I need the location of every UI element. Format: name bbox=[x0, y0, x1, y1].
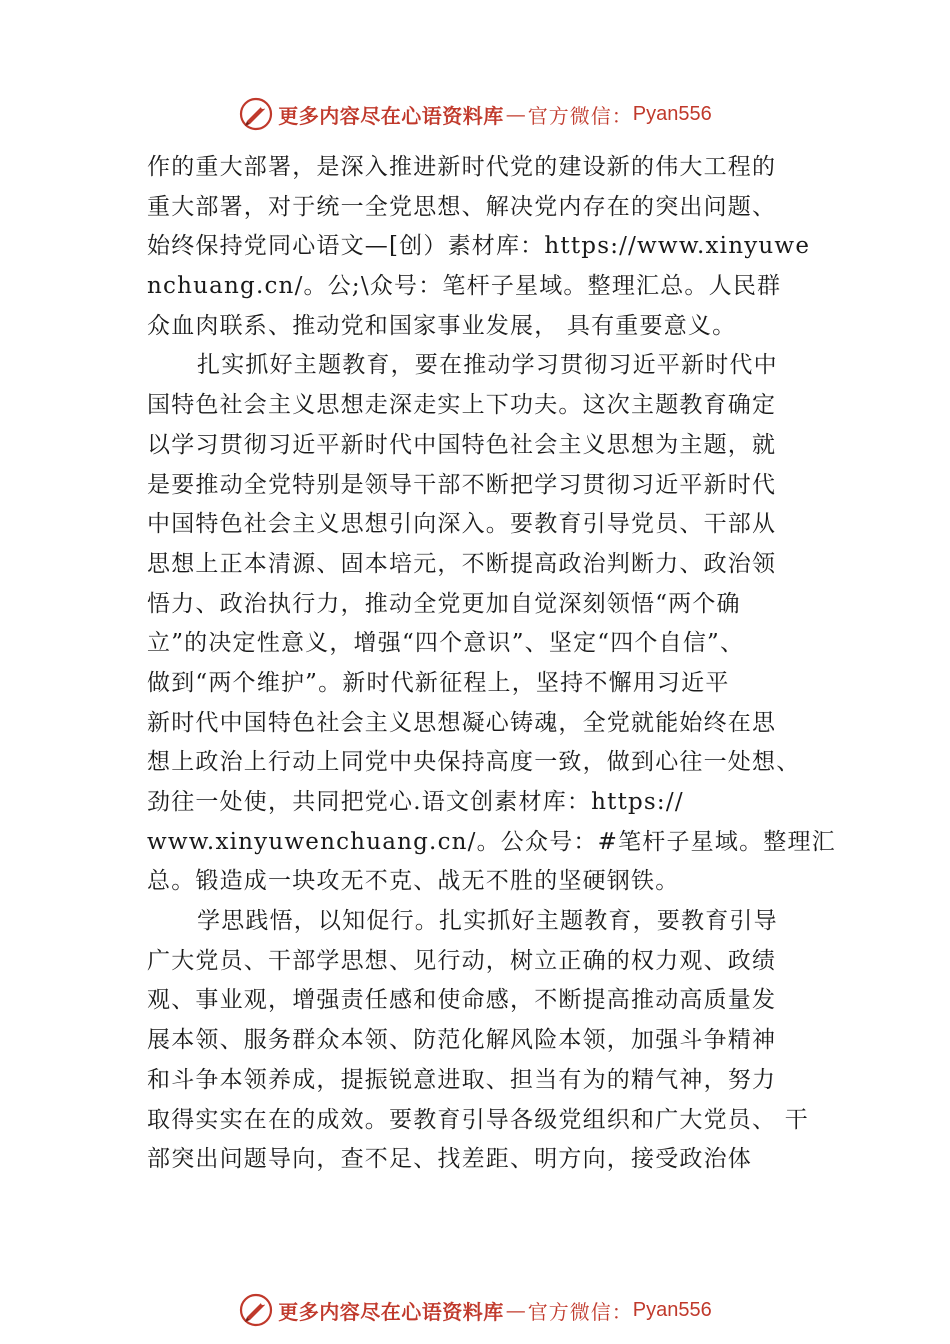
body-line: 众血肉联系、推动党和国家事业发展， 具有重要意义。 bbox=[147, 312, 737, 339]
document-body bbox=[147, 148, 837, 1180]
pen-circle-icon bbox=[238, 96, 274, 132]
body-line: 悟力、政治执行力，推动全党更加自觉深刻领悟“两个确 bbox=[147, 590, 741, 617]
body-line: 广大党员、干部学思想、见行动，树立正确的权力观、政绩 bbox=[147, 947, 777, 974]
body-line: 重大部署，对于统一全党思想、解决党内存在的突出问题、 bbox=[147, 193, 777, 220]
header-wechat-label: 官方微信： bbox=[527, 103, 633, 128]
body-line: 始终保持党同心语文—[创）素材库：https://www.xinyuwe bbox=[147, 233, 811, 260]
body-line: 和斗争本领养成，提振锐意进取、担当有为的精气神，努力 bbox=[147, 1066, 777, 1093]
body-line: 扎实抓好主题教育，要在推动学习贯彻习近平新时代中 bbox=[197, 352, 778, 379]
body-line: 总。锻造成一块攻无不克、战无不胜的坚硬钢铁。 bbox=[147, 868, 680, 895]
body-line: 展本领、服务群众本领、防范化解风险本领，加强斗争精神 bbox=[147, 1027, 777, 1054]
body-line: 中国特色社会主义思想引向深入。要教育引导党员、干部从 bbox=[147, 511, 777, 538]
header-watermark bbox=[0, 94, 950, 134]
body-line: nchuang.cn/。公;\众号：笔杆子星域。整理汇总。人民群 bbox=[147, 273, 782, 300]
body-line: 做到“两个维护”。新时代新征程上，坚持不懈用习近平 bbox=[147, 669, 730, 696]
body-line: 想上政治上行动上同党中央保持高度一致，做到心往一处想、 bbox=[147, 749, 801, 776]
footer-dash: — bbox=[505, 1298, 526, 1322]
body-line: www.xinyuwenchuang.cn/。公众号：#笔杆子星域。整理汇 bbox=[147, 828, 836, 855]
body-line: 观、事业观，增强责任感和使命感，不断提高推动高质量发 bbox=[147, 987, 777, 1014]
footer-brand-text: 更多内容尽在心语资料库 bbox=[278, 1299, 504, 1324]
body-line: 部突出问题导向，查不足、找差距、明方向，接受政治体 bbox=[147, 1146, 752, 1173]
footer-wechat-label: 官方微信： bbox=[527, 1299, 633, 1324]
body-line: 新时代中国特色社会主义思想凝心铸魂，全党就能始终在思 bbox=[147, 709, 777, 736]
body-line: 学思践悟，以知促行。扎实抓好主题教育，要教育引导 bbox=[197, 908, 778, 935]
footer-watermark bbox=[0, 1290, 950, 1330]
body-line: 取得实实在在的成效。要教育引导各级党组织和广大党员、 干 bbox=[147, 1106, 809, 1133]
body-line: 劲往一处使，共同把党心.语文创素材库：https:// bbox=[147, 789, 684, 815]
body-line: 国特色社会主义思想走深走实上下功夫。这次主题教育确定 bbox=[147, 392, 777, 419]
body-line: 是要推动全党特别是领导干部不断把学习贯彻习近平新时代 bbox=[147, 471, 777, 498]
header-brand-text: 更多内容尽在心语资料库 bbox=[278, 103, 504, 128]
pen-circle-icon bbox=[238, 1292, 274, 1328]
header-wechat-handle: Pyan556 bbox=[632, 102, 712, 125]
body-line: 立”的决定性意义，增强“四个意识”、坚定“四个自信”、 bbox=[147, 630, 745, 657]
footer-wechat-handle: Pyan556 bbox=[632, 1298, 712, 1321]
body-line: 思想上正本清源、固本培元，不断提高政治判断力、政治领 bbox=[147, 550, 777, 577]
body-line: 作的重大部署，是深入推进新时代党的建设新的伟大工程的 bbox=[147, 154, 777, 180]
header-dash: — bbox=[505, 102, 526, 126]
body-line: 以学习贯彻习近平新时代中国特色社会主义思想为主题，就 bbox=[147, 431, 777, 458]
